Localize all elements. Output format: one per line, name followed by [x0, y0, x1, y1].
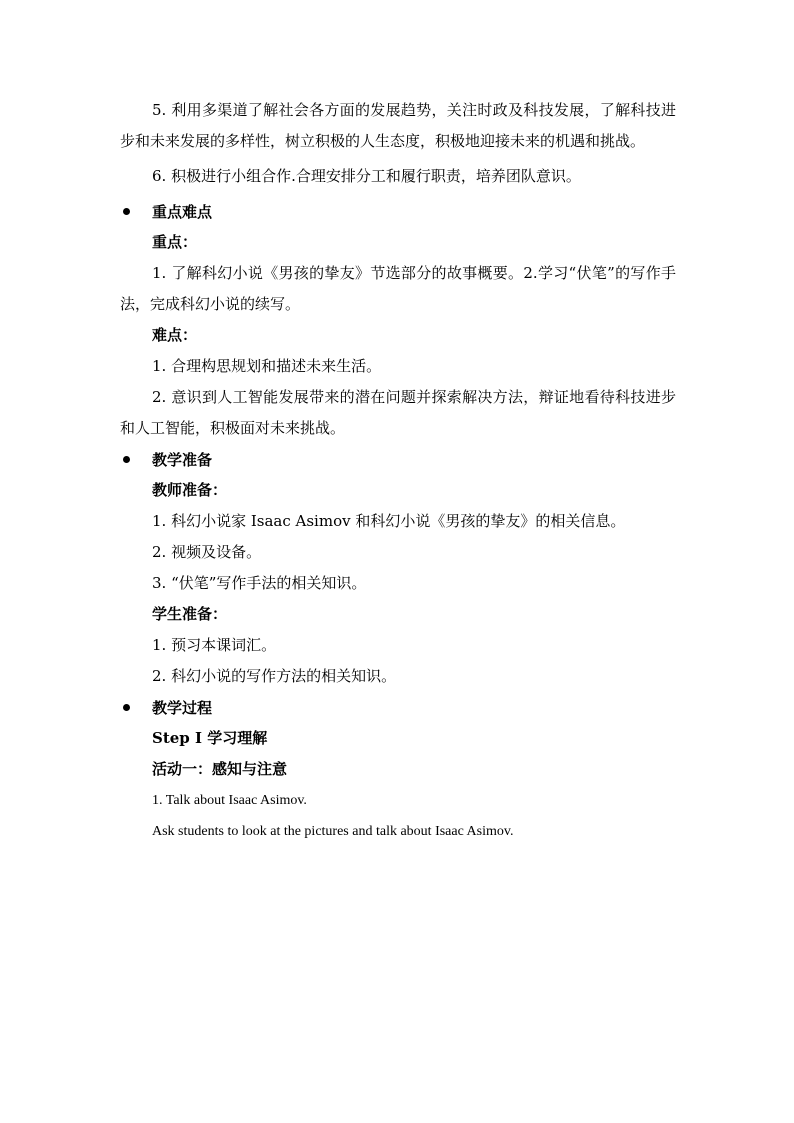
bullet-icon	[123, 456, 130, 463]
section-heading: 重点难点	[152, 203, 213, 221]
focus-label: 重点：	[152, 233, 198, 251]
section-process	[120, 692, 676, 723]
difficulty-label: 难点：	[152, 326, 198, 344]
section-heading: 教学准备	[152, 451, 213, 469]
teacher-prep-label: 教师准备：	[152, 481, 228, 499]
student-prep-label: 学生准备：	[152, 605, 228, 623]
teacher-prep-item-1: 1. 科幻小说家 Isaac Asimov 和科幻小说《男孩的挚友》的相关信息。	[152, 512, 626, 530]
objective-item-6: 6. 积极进行小组合作.合理安排分工和履行职责，培养团队意识。	[152, 167, 581, 185]
difficulty-item-2: 2. 意识到人工智能发展带来的潜在问题并探索解决方法，辩证地看待科技进步和人工智能，积极面对未来挑战。	[120, 388, 676, 437]
section-key-points	[120, 196, 676, 227]
process-instruction: Ask students to look at the pictures and talk about Isaac Asimov.	[152, 824, 514, 839]
student-prep-item-2: 2. 科幻小说的写作方法的相关知识。	[152, 667, 397, 685]
bullet-icon	[123, 704, 130, 711]
teacher-prep-item-2: 2. 视频及设备。	[152, 543, 262, 561]
step-heading: Step I 学习理解	[152, 729, 268, 747]
section-heading: 教学过程	[152, 699, 213, 717]
objective-item-5: 5. 利用多渠道了解社会各方面的发展趋势，关注时政及科技发展，了解科技进步和未来发展的多样性，树立积极的人生态度，积极地迎接未来的机遇和挑战。	[120, 101, 676, 150]
focus-text: 1. 了解科幻小说《男孩的挚友》节选部分的故事概要。2.学习“伏笔”的写作手法，完成科幻小说的续写。	[120, 264, 676, 313]
teacher-prep-item-3: 3. “伏笔”写作手法的相关知识。	[152, 574, 367, 592]
document-page	[120, 95, 676, 847]
process-item-1: 1. Talk about Isaac Asimov.	[152, 793, 307, 808]
difficulty-item-1: 1. 合理构思规划和描述未来生活。	[152, 357, 382, 375]
student-prep-item-1: 1. 预习本课词汇。	[152, 636, 277, 654]
bullet-icon	[123, 208, 130, 215]
section-preparation	[120, 444, 676, 475]
activity-heading: 活动一：感知与注意	[152, 760, 288, 778]
